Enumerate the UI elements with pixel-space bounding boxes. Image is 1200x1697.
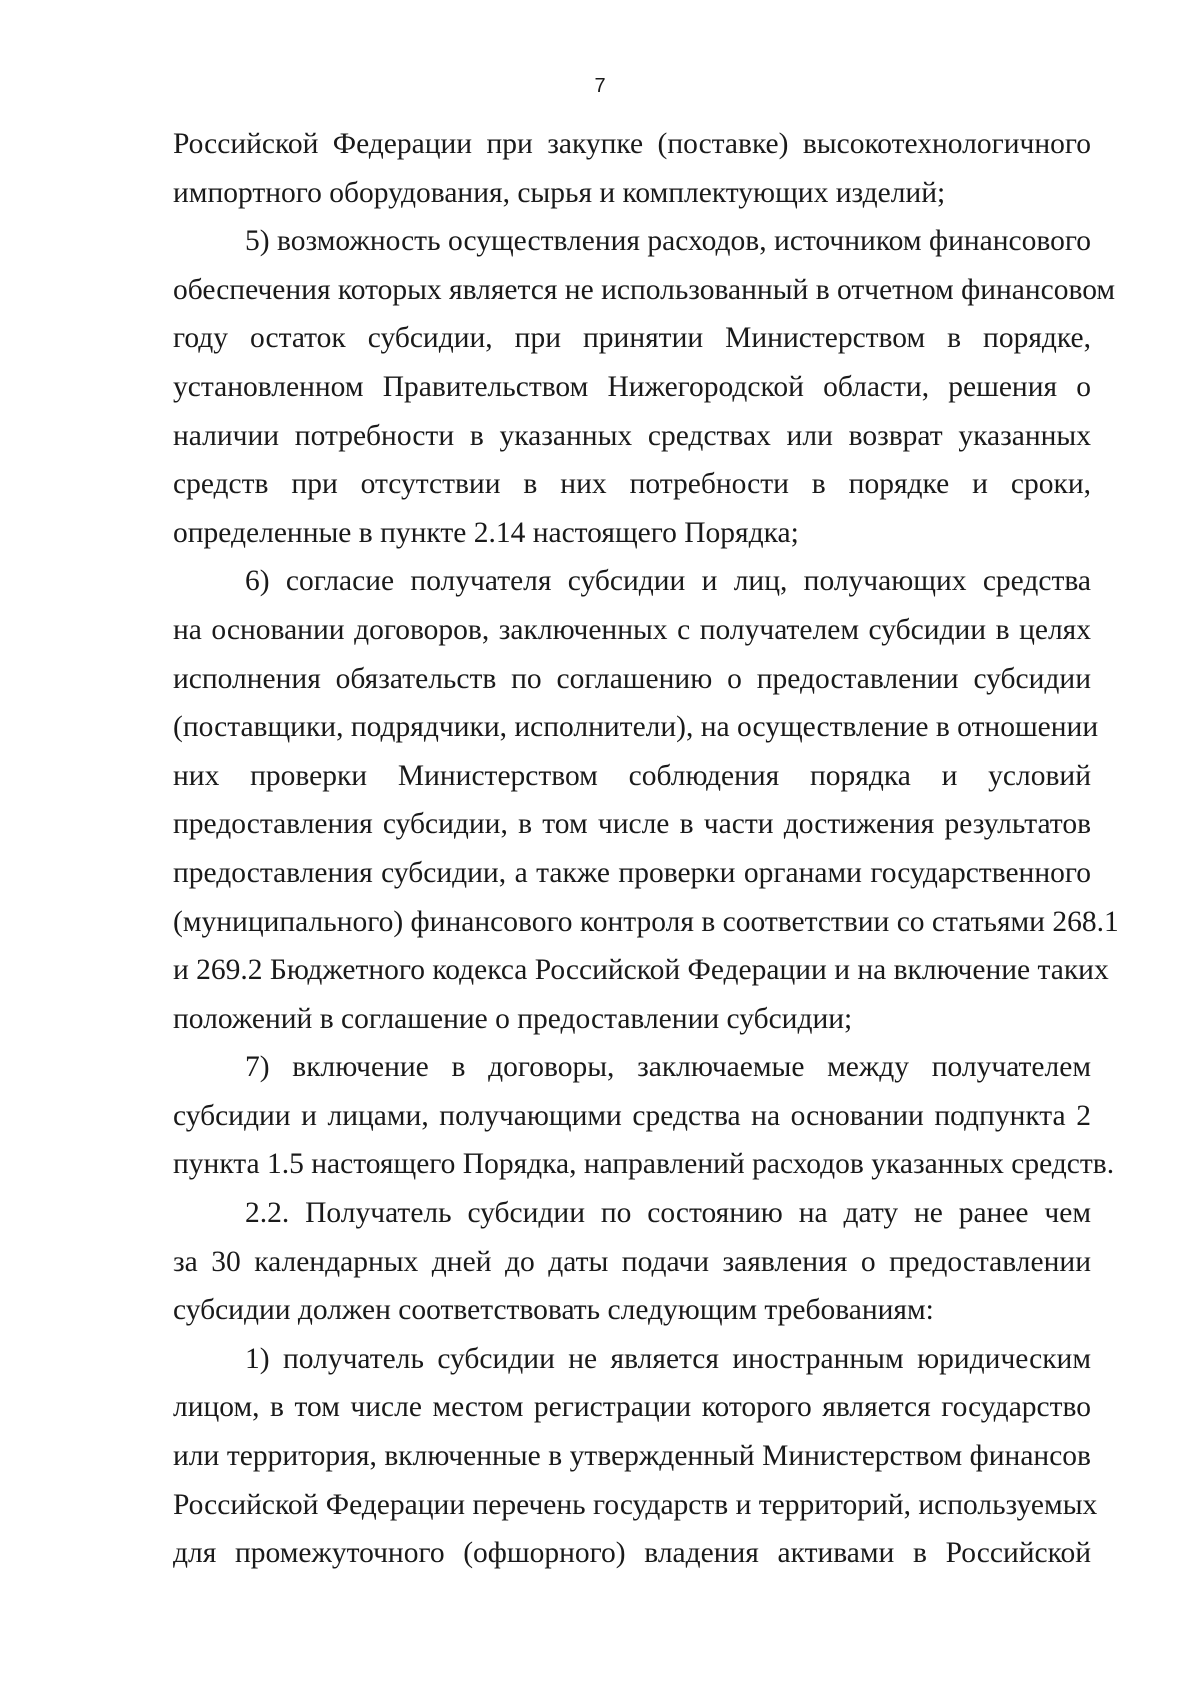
text-line: или территория, включенные в утвержденный Министерством финансов xyxy=(173,1440,1091,1473)
text-line: Российской Федерации перечень государств и территорий, используемых xyxy=(173,1488,1098,1521)
text-line: средств при отсутствии в них потребности в порядке и сроки, xyxy=(173,468,1091,501)
text-line: предоставления субсидии, в том числе в части достижения результатов xyxy=(173,808,1091,841)
text-line: субсидии должен соответствовать следующим требованиям: xyxy=(173,1294,934,1327)
paragraph-item-6 xyxy=(173,557,1119,1043)
text-line: субсидии и лицами, получающими средства на основании подпункта 2 xyxy=(173,1099,1091,1132)
text-line: 7) включение в договоры, заключаемые между получателем xyxy=(245,1051,1091,1084)
text-line: году остаток субсидии, при принятии Министерством в порядке, xyxy=(173,322,1091,355)
text-line: 5) возможность осуществления расходов, источником финансового xyxy=(245,225,1091,258)
paragraph-item-5 xyxy=(173,217,1116,557)
paragraph-item-1 xyxy=(173,1335,1098,1578)
text-line: за 30 календарных дней до даты подачи заявления о предоставлении xyxy=(173,1245,1091,1278)
text-line: на основании договоров, заключенных с получателем субсидии в целях xyxy=(173,613,1091,646)
text-line: пункта 1.5 настоящего Порядка, направлений расходов указанных средств. xyxy=(173,1148,1115,1181)
text-line: (муниципального) финансового контроля в соответствии со статьями 268.1 xyxy=(173,905,1119,938)
text-line: и 269.2 Бюджетного кодекса Российской Федерации и на включение таких xyxy=(173,954,1109,987)
text-line: наличии потребности в указанных средствах или возврат указанных xyxy=(173,419,1091,452)
text-line: обеспечения которых является не использованный в отчетном финансовом xyxy=(173,273,1116,306)
paragraph-item-7 xyxy=(173,1043,1115,1189)
text-line: 6) согласие получателя субсидии и лиц, получающих средства xyxy=(245,565,1091,598)
text-line: (поставщики, подрядчики, исполнители), на осуществление в отношении xyxy=(173,711,1099,744)
text-line: установленном Правительством Нижегородской области, решения о xyxy=(173,370,1091,403)
text-line: них проверки Министерством соблюдения порядка и условий xyxy=(173,759,1091,792)
document-body xyxy=(173,120,1119,1578)
paragraph-clause-2-2 xyxy=(173,1189,1091,1335)
text-line: положений в соглашение о предоставлении субсидии; xyxy=(173,1002,853,1035)
text-line: 1) получатель субсидии не является иностранным юридическим xyxy=(245,1342,1091,1375)
text-line: для промежуточного (офшорного) владения активами в Российской xyxy=(173,1537,1091,1570)
text-line: исполнения обязательств по соглашению о предоставлении субсидии xyxy=(173,662,1091,695)
text-line: определенные в пункте 2.14 настоящего Порядка; xyxy=(173,516,799,549)
paragraph-continuation xyxy=(173,120,1091,217)
text-line: предоставления субсидии, а также проверки органами государственного xyxy=(173,856,1091,889)
text-line: лицом, в том числе местом регистрации которого является государство xyxy=(173,1391,1091,1424)
text-line: 2.2. Получатель субсидии по состоянию на дату не ранее чем xyxy=(245,1197,1091,1230)
text-line: Российской Федерации при закупке (поставке) высокотехнологичного xyxy=(173,128,1091,160)
text-line: импортного оборудования, сырья и комплектующих изделий; xyxy=(173,176,946,209)
page-number: 7 xyxy=(594,75,606,97)
